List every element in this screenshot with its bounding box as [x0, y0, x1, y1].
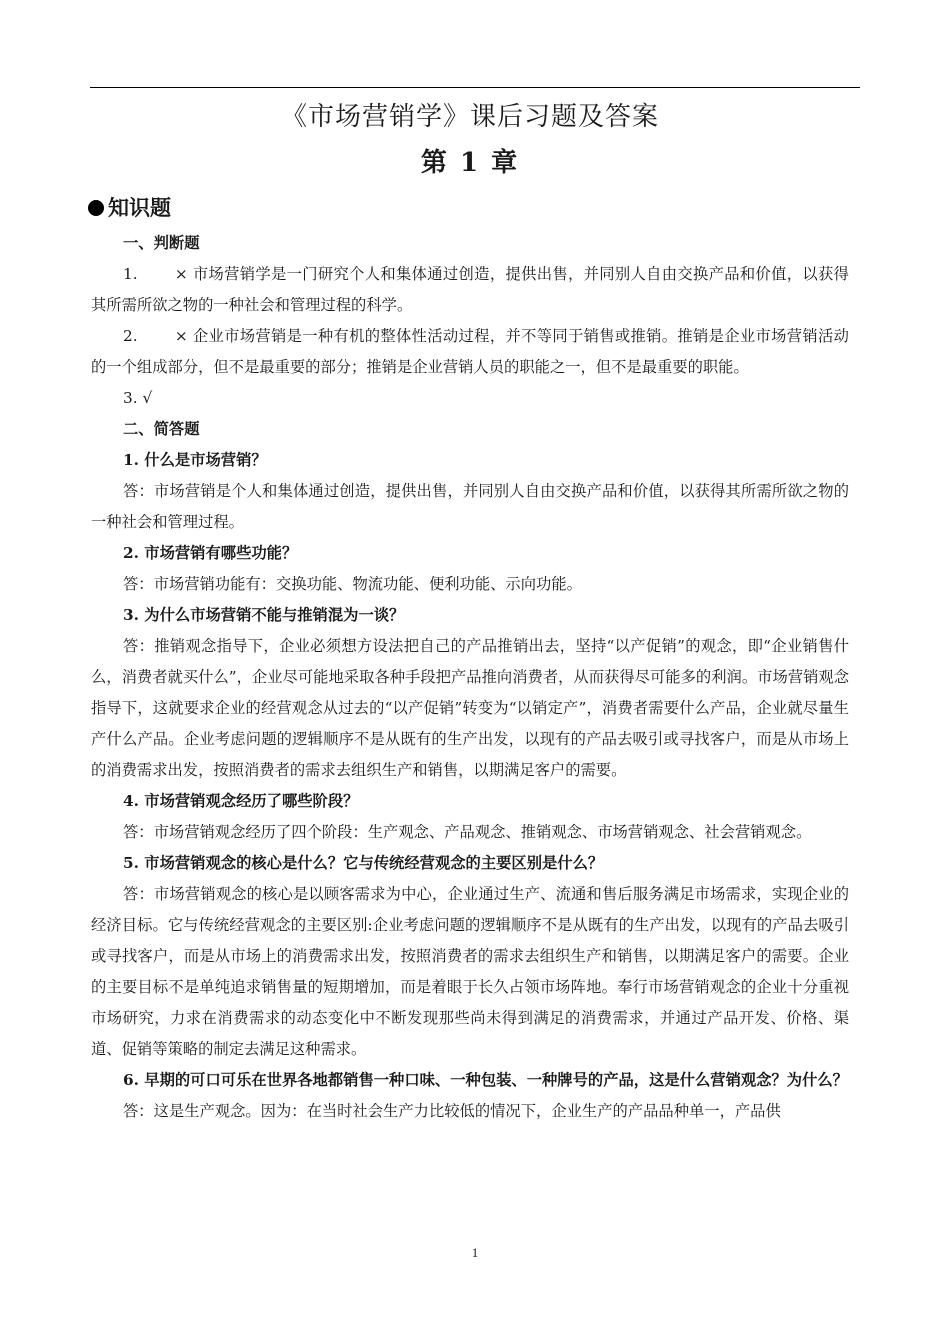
question: 6. 早期的可口可乐在世界各地都销售一种口味、一种包装、一种牌号的产品，这是什么营销观念？为什么？ [123, 1071, 848, 1089]
judgment-item-mark: × [174, 327, 188, 345]
judgment-item-mark: × [174, 265, 188, 283]
answer: 答：市场营销观念经历了四个阶段：生产观念、产品观念、推销观念、市场营销观念、社会营销观念。 [123, 823, 812, 841]
judgment-item-text: 企业市场营销是一种有机的整体性活动过程，并不等同于销售或推销。推销是企业市场营销活动的一个组成部分，但不是最重要的部分；推销是企业营销人员的职能之一，但不是最重要的职能。 [91, 327, 849, 376]
answer: 答：市场营销观念的核心是以顾客需求为中心，企业通过生产、流通和售后服务满足市场需求，实现企业的经济目标。它与传统经营观念的主要区别:企业考虑问题的逻辑顺序不是从既有的生产出发，以现有的产品去吸引或寻找客户，而是从市场上的消费需求出发，按照消费者的需求去组织生产和销售，以期满足客户的需要。企业的主要目标不是单纯追求销售量的短期增加，而是着眼于长久占领市场阵地。奉行市场营销观念的企业十分重视市场研究，力求在消费需求的动态变化中不断发现那些尚未得到满足的消费需求，并通过产品开发、价格、渠道、促销等策略的制定去满足这种需求。 [91, 885, 849, 1058]
judgment-heading: 一、判断题 [123, 234, 200, 252]
question: 2. 市场营销有哪些功能？ [123, 544, 298, 562]
page-number: 1 [471, 1245, 479, 1260]
section-heading-label: 知识题 [108, 195, 171, 220]
question: 4. 市场营销观念经历了哪些阶段？ [123, 792, 359, 810]
document-title: 《市场营销学》课后习题及答案 [280, 102, 659, 132]
question: 1. 什么是市场营销？ [123, 451, 267, 469]
judgment-item-mark: √ [142, 389, 153, 407]
question: 5. 市场营销观念的核心是什么？它与传统经营观念的主要区别是什么？ [123, 854, 604, 872]
judgment-item [91, 383, 849, 414]
judgment-item-number: 3. [123, 389, 138, 407]
short-answer-heading: 二、简答题 [123, 420, 200, 438]
answer: 答：市场营销功能有：交换功能、物流功能、便利功能、示向功能。 [123, 575, 582, 593]
header-rule [90, 87, 860, 88]
judgment-item [91, 259, 849, 321]
chapter-title: 第 1 章 [420, 148, 520, 178]
answer: 答：这是生产观念。因为：在当时社会生产力比较低的情况下，企业生产的产品品种单一，产品供 [123, 1102, 781, 1120]
judgment-item-number: 2. [123, 327, 138, 345]
bullet-icon [88, 200, 104, 216]
question: 3. 为什么市场营销不能与推销混为一谈？ [123, 606, 405, 624]
judgment-item-text: 市场营销学是一门研究个人和集体通过创造，提供出售，并同别人自由交换产品和价值，以获得其所需所欲之物的一种社会和管理过程的科学。 [91, 265, 849, 314]
judgment-item-number: 1. [123, 265, 138, 283]
answer: 答：推销观念指导下，企业必须想方设法把自己的产品推销出去，坚持“以产促销”的观念，即“企业销售什么，消费者就买什么”，企业尽可能地采取各种手段把产品推向消费者，从而获得尽可能多的利润。市场营销观念指导下，这就要求企业的经营观念从过去的“以产促销”转变为“以销定产”，消费者需要什么产品，企业就尽量生产什么产品。企业考虑问题的逻辑顺序不是从既有的生产出发，以现有的产品去吸引或寻找客户，而是从市场上的消费需求出发，按照消费者的需求去组织生产和销售，以期满足客户的需要。 [91, 637, 849, 779]
section-heading [88, 190, 849, 226]
page-content [91, 96, 849, 1127]
judgment-item [91, 321, 849, 383]
answer: 答：市场营销是个人和集体通过创造，提供出售，并同别人自由交换产品和价值，以获得其所需所欲之物的一种社会和管理过程。 [91, 482, 849, 531]
